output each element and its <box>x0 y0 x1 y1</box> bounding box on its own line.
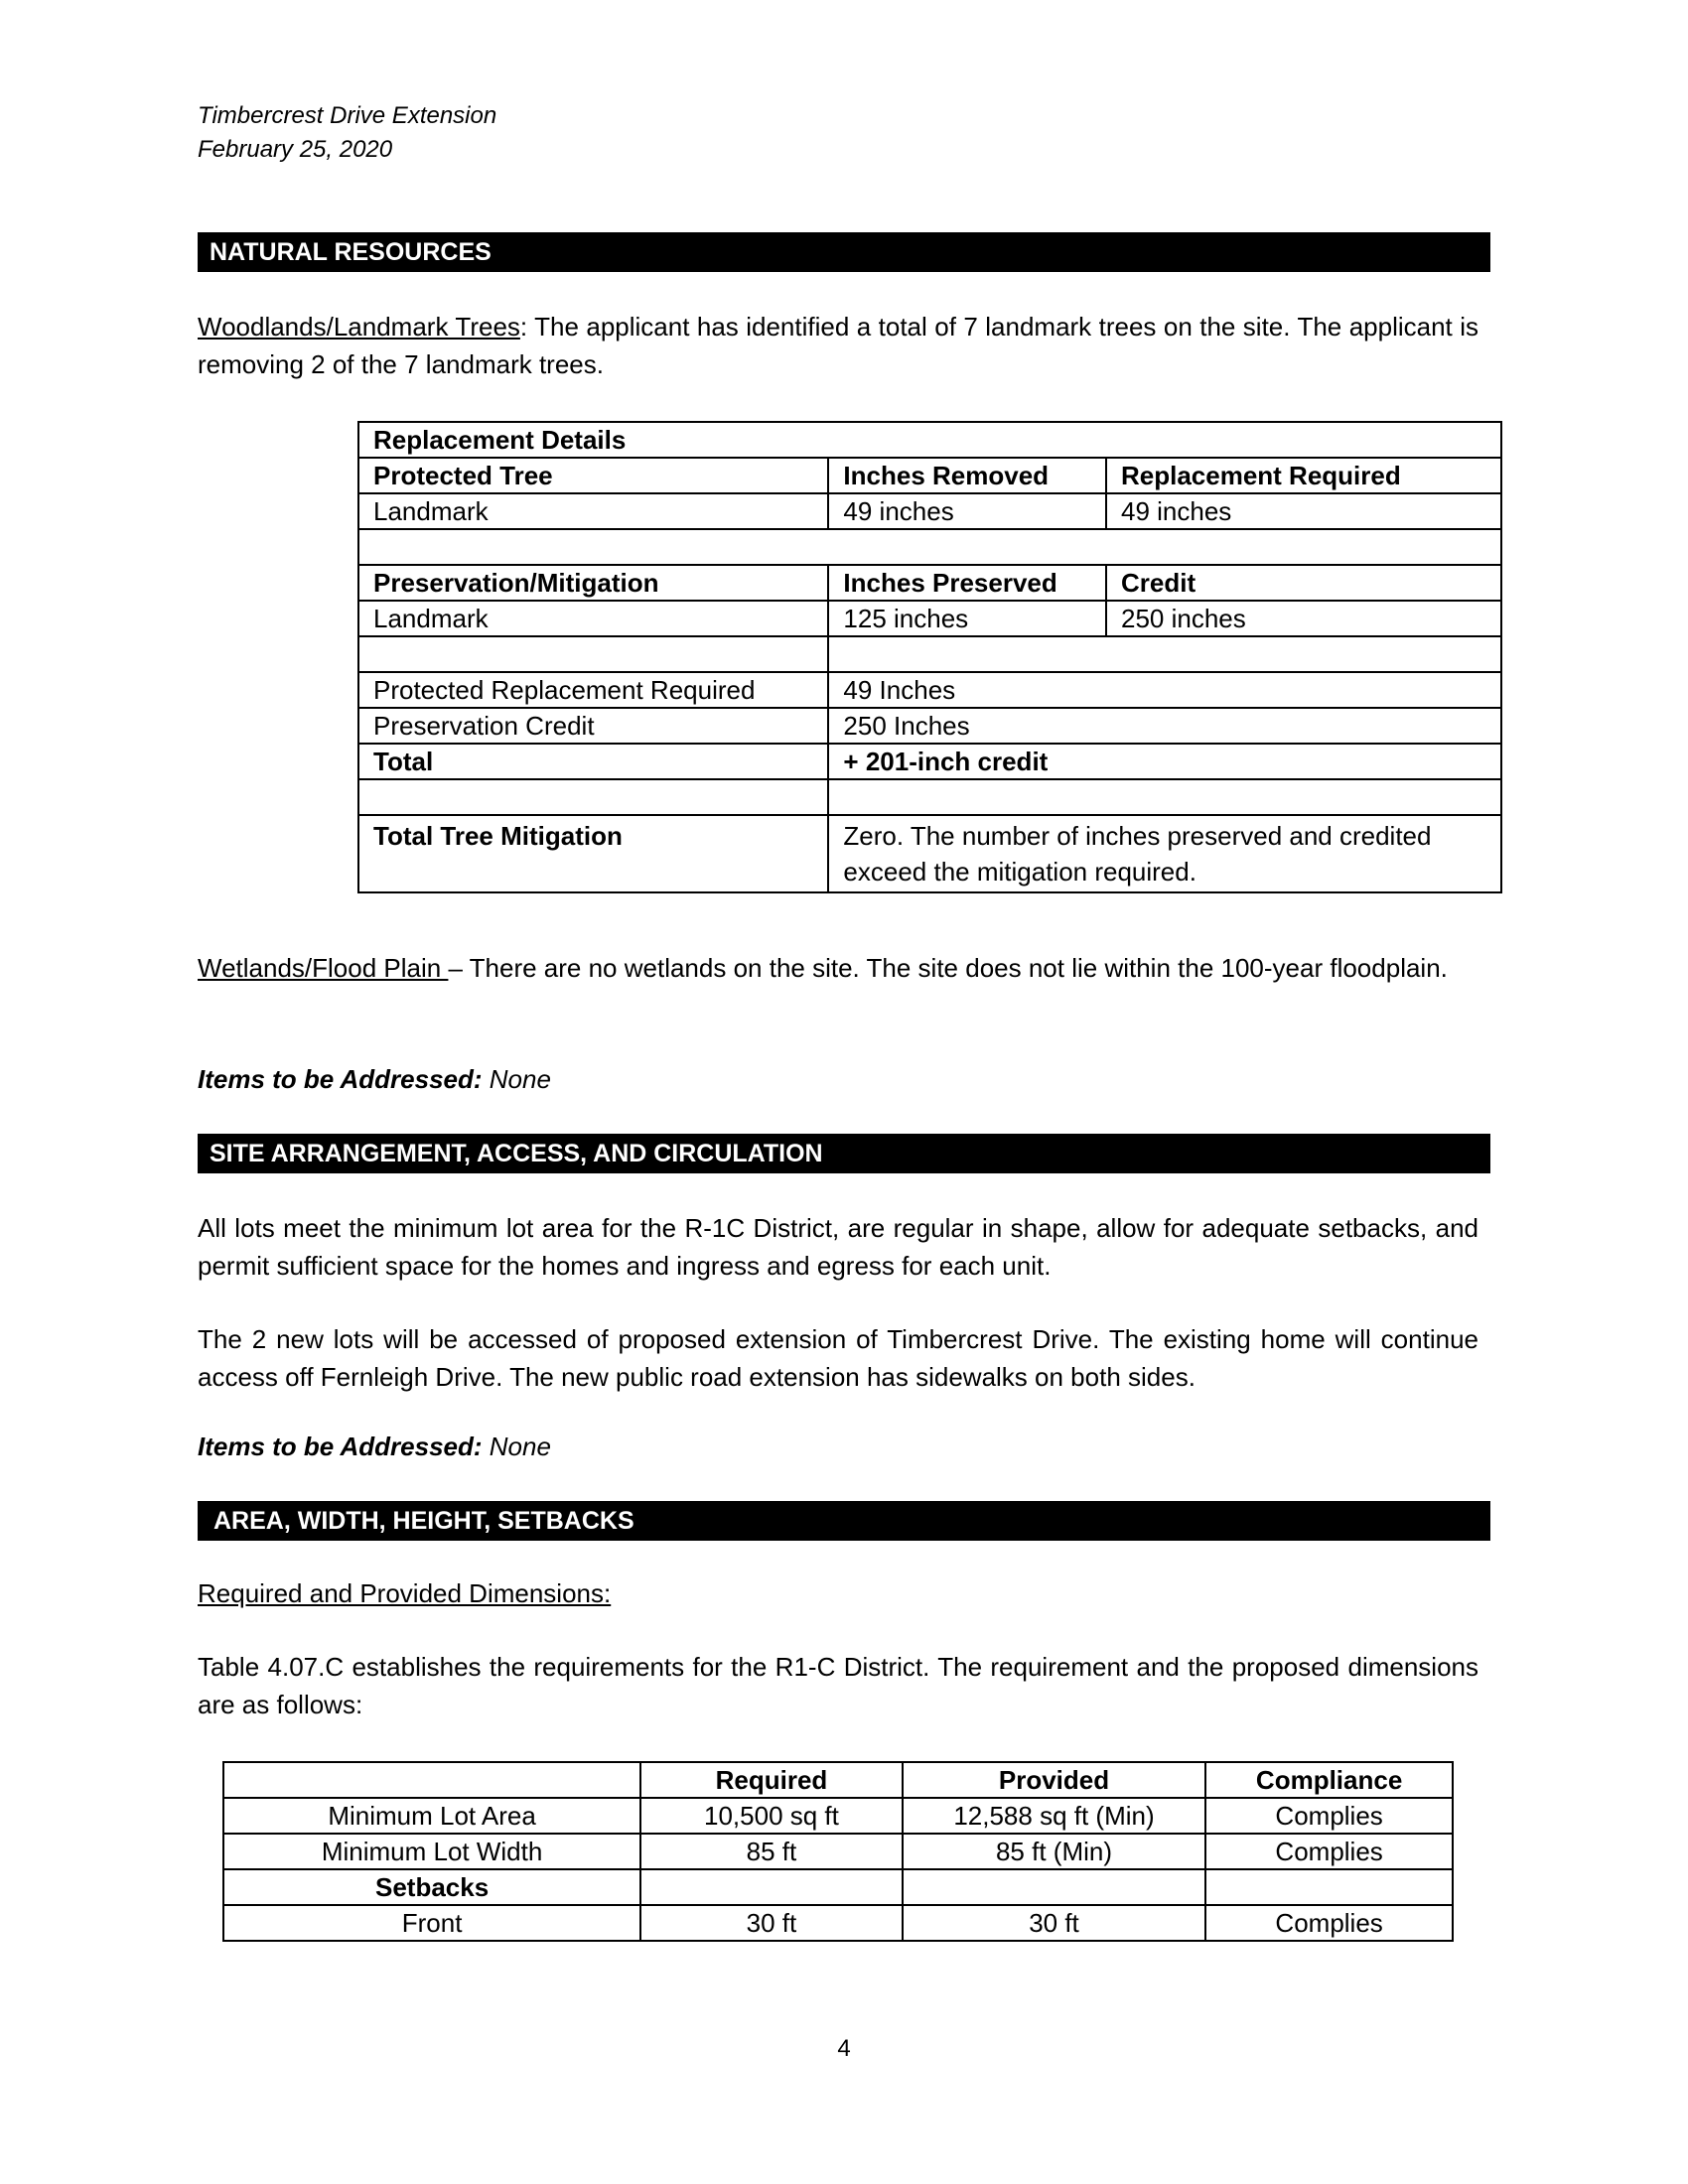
document-header <box>198 99 496 167</box>
table-header-cell: Provided <box>903 1762 1205 1798</box>
table-cell: Minimum Lot Width <box>223 1834 640 1869</box>
table-cell: 85 ft <box>640 1834 903 1869</box>
table-cell <box>903 1869 1205 1905</box>
table-cell: Total Tree Mitigation <box>358 815 828 892</box>
table-cell: Protected Replacement Required <box>358 672 828 708</box>
table-cell: Landmark <box>358 493 828 529</box>
table-cell: Preservation Credit <box>358 708 828 744</box>
table-spacer-cell <box>828 636 1501 672</box>
items-to-be-addressed-2 <box>198 1428 551 1465</box>
table-header-cell: Credit <box>1106 565 1501 601</box>
woodlands-text: : The applicant has identified a total of 7 landmark trees on the site. The applicant is removing 2 of the 7 landmark trees. <box>198 312 1478 379</box>
table-cell: Zero. The number of inches preserved and credited exceed the mitigation required. <box>828 815 1501 892</box>
items-to-be-addressed <box>198 1060 551 1098</box>
table-header-cell: Required <box>640 1762 903 1798</box>
dimensions-label: Required and Provided Dimensions: <box>198 1578 612 1608</box>
table-cell: Setbacks <box>223 1869 640 1905</box>
wetlands-text: – There are no wetlands on the site. The site does not lie within the 100-year floodplain. <box>448 953 1448 983</box>
table-cell: Front <box>223 1905 640 1941</box>
wetlands-label: Wetlands/Flood Plain <box>198 953 449 983</box>
table-header-cell: Inches Preserved <box>828 565 1106 601</box>
header-title: Timbercrest Drive Extension <box>198 102 497 129</box>
section-area-width: AREA, WIDTH, HEIGHT, SETBACKS <box>198 1501 1490 1541</box>
dimensions-paragraph: Table 4.07.C establishes the requirements for the R1-C District. The requirement and the proposed dimensions are as follows: <box>198 1652 1478 1719</box>
table-cell: 125 inches <box>828 601 1106 636</box>
table-cell: 49 inches <box>828 493 1106 529</box>
table-title: Replacement Details <box>358 422 1501 458</box>
table-spacer-row <box>358 529 1501 565</box>
woodlands-paragraph <box>198 308 1478 383</box>
woodlands-label: Woodlands/Landmark Trees <box>198 312 520 341</box>
table-cell: Total <box>358 744 828 779</box>
table-cell: 12,588 sq ft (Min) <box>903 1798 1205 1834</box>
table-cell: Landmark <box>358 601 828 636</box>
header-date: February 25, 2020 <box>198 136 393 163</box>
items-value: None <box>482 1064 551 1094</box>
table-cell: Complies <box>1205 1834 1453 1869</box>
table-cell <box>1205 1869 1453 1905</box>
table-cell: + 201-inch credit <box>828 744 1501 779</box>
dimensions-table <box>222 1761 1454 1942</box>
table-cell: 250 Inches <box>828 708 1501 744</box>
items-label: Items to be Addressed: <box>198 1064 483 1094</box>
replacement-details-table <box>357 421 1502 893</box>
table-cell: 49 Inches <box>828 672 1501 708</box>
table-cell: Minimum Lot Area <box>223 1798 640 1834</box>
dimensions-label-line <box>198 1574 1478 1612</box>
table-cell: 49 inches <box>1106 493 1501 529</box>
table-cell: 85 ft (Min) <box>903 1834 1205 1869</box>
table-cell: Complies <box>1205 1905 1453 1941</box>
site-paragraph-2: The 2 new lots will be accessed of proposed extension of Timbercrest Drive. The existing home will continue access off Fernleigh Drive. The new public road extension has sidewalks on both sides. <box>198 1324 1478 1392</box>
table-cell: 30 ft <box>640 1905 903 1941</box>
table-spacer-cell <box>828 779 1501 815</box>
section-site-arrangement: SITE ARRANGEMENT, ACCESS, AND CIRCULATION <box>198 1134 1490 1173</box>
site-paragraph-1: All lots meet the minimum lot area for the R-1C District, are regular in shape, allow for adequate setbacks, and permit sufficient space for the homes and ingress and egress for each unit. <box>198 1213 1478 1281</box>
table-cell <box>640 1869 903 1905</box>
table-spacer-cell <box>358 636 828 672</box>
table-spacer-cell <box>358 779 828 815</box>
page-number: 4 <box>837 2035 851 2062</box>
table-header-cell <box>223 1762 640 1798</box>
table-cell: 10,500 sq ft <box>640 1798 903 1834</box>
table-header-cell: Protected Tree <box>358 458 828 493</box>
table-cell: Complies <box>1205 1798 1453 1834</box>
items-label: Items to be Addressed: <box>198 1432 483 1461</box>
items-value: None <box>482 1432 551 1461</box>
table-header-cell: Inches Removed <box>828 458 1106 493</box>
wetlands-paragraph <box>198 949 1478 987</box>
table-cell: 250 inches <box>1106 601 1501 636</box>
table-header-cell: Compliance <box>1205 1762 1453 1798</box>
table-header-cell: Preservation/Mitigation <box>358 565 828 601</box>
section-natural-resources: NATURAL RESOURCES <box>198 232 1490 272</box>
table-cell: 30 ft <box>903 1905 1205 1941</box>
table-header-cell: Replacement Required <box>1106 458 1501 493</box>
